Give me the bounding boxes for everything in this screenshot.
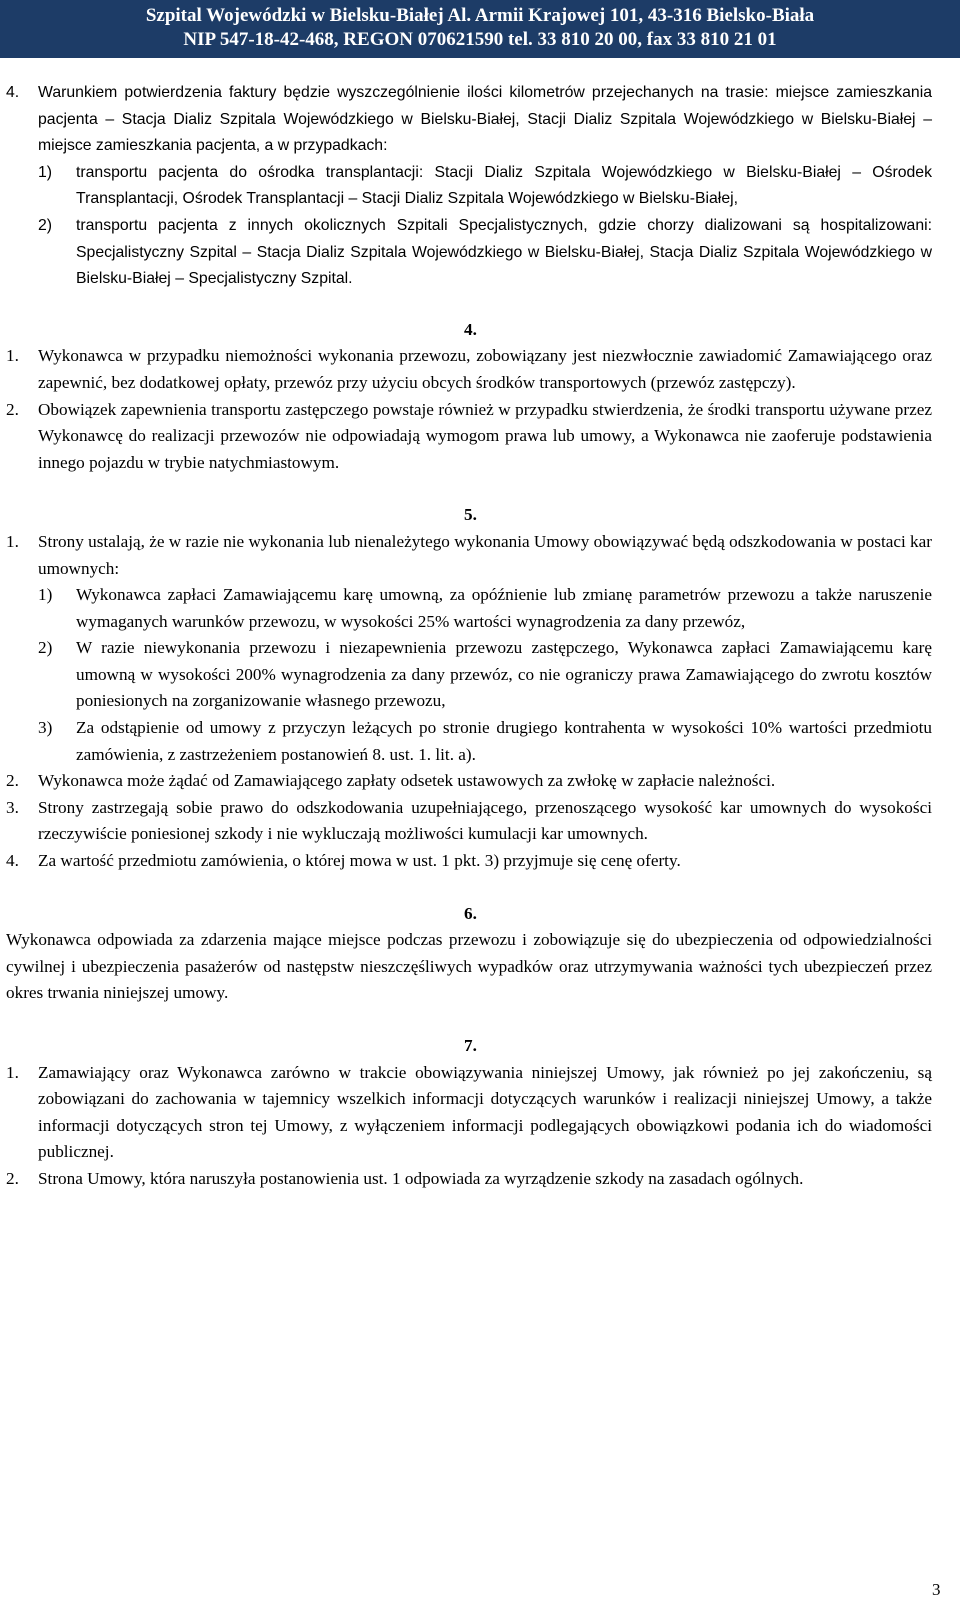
document-body (0, 80, 960, 1193)
section-6-text: Wykonawca odpowiada za zdarzenia mające miejsce podczas przewozu i zobowiązuje się do ubezpieczenia od odpowiedzialności cywilnej i ubezpieczenia pasażerów od następstw nieszczęśliwych wypadków oraz utrzymywania ważności tych ubezpieczeń przez okres trwania niniejszej umowy. (6, 930, 932, 1003)
list-item-number: 1) (38, 163, 53, 181)
list-item: 2) transportu pacjenta z innych okolicznych Szpitali Specjalistycznych, gdzie chorzy dializowani są hospitalizowani: Specjalistyczny Szpital – Stacja Dializ Szpitala Wojewódzkiego w Bielsku-Białej, Stacja Dializ Szpitala Wojewódzkiego w Bielsku-Białej – Specjalistyczny Szpital. (0, 213, 960, 293)
list-item: 1. Strony ustalają, że w razie nie wykonania lub nienależytego wykonania Umowy obowiązywać będą odszkodowania w postaci kar umownych: (0, 529, 960, 582)
list-item-number: 2. (6, 771, 19, 791)
list-item: 2. Strona Umowy, która naruszyła postanowienia ust. 1 odpowiada za wyrządzenie szkody na zasadach ogólnych. (0, 1166, 960, 1193)
list-item-number: 2) (38, 216, 53, 234)
header-ids-line: NIP 547-18-42-468, REGON 070621590 tel. 33 810 20 00, fax 33 810 21 01 (183, 29, 777, 50)
list-item: 1. Wykonawca w przypadku niemożności wykonania przewozu, zobowiązany jest niezwłocznie zawiadomić Zamawiającego oraz zapewnić, bez dodatkowej opłaty, przewóz przy użyciu obcych środków transportowych (przewóz zastępczy). (0, 343, 960, 396)
list-item-number: 2. (6, 399, 19, 419)
list-item: 3. Strony zastrzegają sobie prawo do odszkodowania uzupełniającego, przenoszącego wysokość kar umownych do wysokości rzeczywiście poniesionej szkody i nie wykluczają możliwości kumulacji kar umownych. (0, 795, 960, 848)
list-item-number: 3) (38, 718, 53, 738)
list-item: 4. Za wartość przedmiotu zamówienia, o której mowa w ust. 1 pkt. 3) przyjmuje się cenę oferty. (0, 848, 960, 875)
sub-list-item: 2) W razie niewykonania przewozu i niezapewnienia przewozu zastępczego, Wykonawca zapłaci Zamawiającemu karę umowną w wysokości 200% wynagrodzenia za dany przewóz, co nie ograniczy prawa Zamawiającego do zwrotu kosztów poniesionych na zorganizowanie własnego przewozu, (0, 635, 960, 715)
list-item-number: 1. (6, 531, 19, 551)
sub-list-item: 3) Za odstąpienie od umowy z przyczyn leżących po stronie drugiego kontrahenta w wysokości 10% wartości przedmiotu zamówienia, z zastrzeżeniem postanowień 8. ust. 1. lit. a). (0, 715, 960, 768)
list-item-number: 1. (6, 1062, 19, 1082)
hospital-header (0, 0, 960, 58)
paragraph-4-text: 4. Warunkiem potwierdzenia faktury będzie wyszczególnienie ilości kilometrów przejechanych na trasie: miejsce zamieszkania pacjenta – Stacja Dializ Szpitala Wojewódzkiego w Bielsku-Białej, Stacji Dializ Szpitala Wojewódzkiego w Bielsku-Białej – miejsce zamieszkania pacjenta, a w przypadkach: (0, 80, 960, 160)
list-item-number: 4. (6, 851, 19, 871)
list-item: 1. Zamawiający oraz Wykonawca zarówno w trakcie obowiązywania niniejszej Umowy, jak również po jej zakończeniu, są zobowiązani do zachowania w tajemnicy wszelkich informacji dotyczących warunków i realizacji niniejszej Umowy, a także informacji dotyczących stron tej Umowy, z wyłączeniem informacji podlegających obowiązkowi podania ich do wiadomości publicznej. (0, 1060, 960, 1166)
list-item-number: 1. (6, 346, 19, 366)
sub-list-item: 1) Wykonawca zapłaci Zamawiającemu karę umowną, za opóźnienie lub zmianę parametrów przewozu a także naruszenie wymaganych warunków przewozu, w wysokości 25% wartości wynagrodzenia za dany przewóz, (0, 582, 960, 635)
section-heading: 7. (464, 1036, 477, 1055)
page-number: 3 (932, 1580, 941, 1599)
section-heading: 5. (464, 505, 477, 525)
list-item: 2. Obowiązek zapewnienia transportu zastępczego powstaje również w przypadku stwierdzenia, że środki transportu używane przez Wykonawcę do realizacji przewozów nie odpowiadają wymogom prawa lub umowy, a Wykonawca nie zaoferuje podstawienia innego pojazdu w trybie natychmiastowym. (0, 397, 960, 477)
section-heading: 4. (464, 319, 477, 339)
list-item-number: 2. (6, 1168, 19, 1188)
paragraph-4 (0, 80, 960, 293)
list-item: 2. Wykonawca może żądać od Zamawiającego zapłaty odsetek ustawowych za zwłokę w zapłacie należności. (0, 768, 960, 795)
paragraph-number: 4. (6, 84, 20, 101)
list-item-number: 1) (38, 585, 53, 605)
list-item: 1) transportu pacjenta do ośrodka transplantacji: Stacji Dializ Szpitala Wojewódzkiego w Bielsku-Białej – Ośrodek Transplantacji, Ośrodek Transplantacji – Stacji Dializ Szpitala Wojewódzkiego w Bielsku-Białej, (0, 160, 960, 213)
list-item-number: 2) (38, 638, 53, 658)
header-address-line: Szpital Wojewódzki w Bielsku-Białej Al. Armii Krajowej 101, 43-316 Bielsko-Biała (145, 5, 815, 26)
list-item-number: 3. (6, 797, 19, 817)
section-heading: 6. (464, 903, 477, 923)
